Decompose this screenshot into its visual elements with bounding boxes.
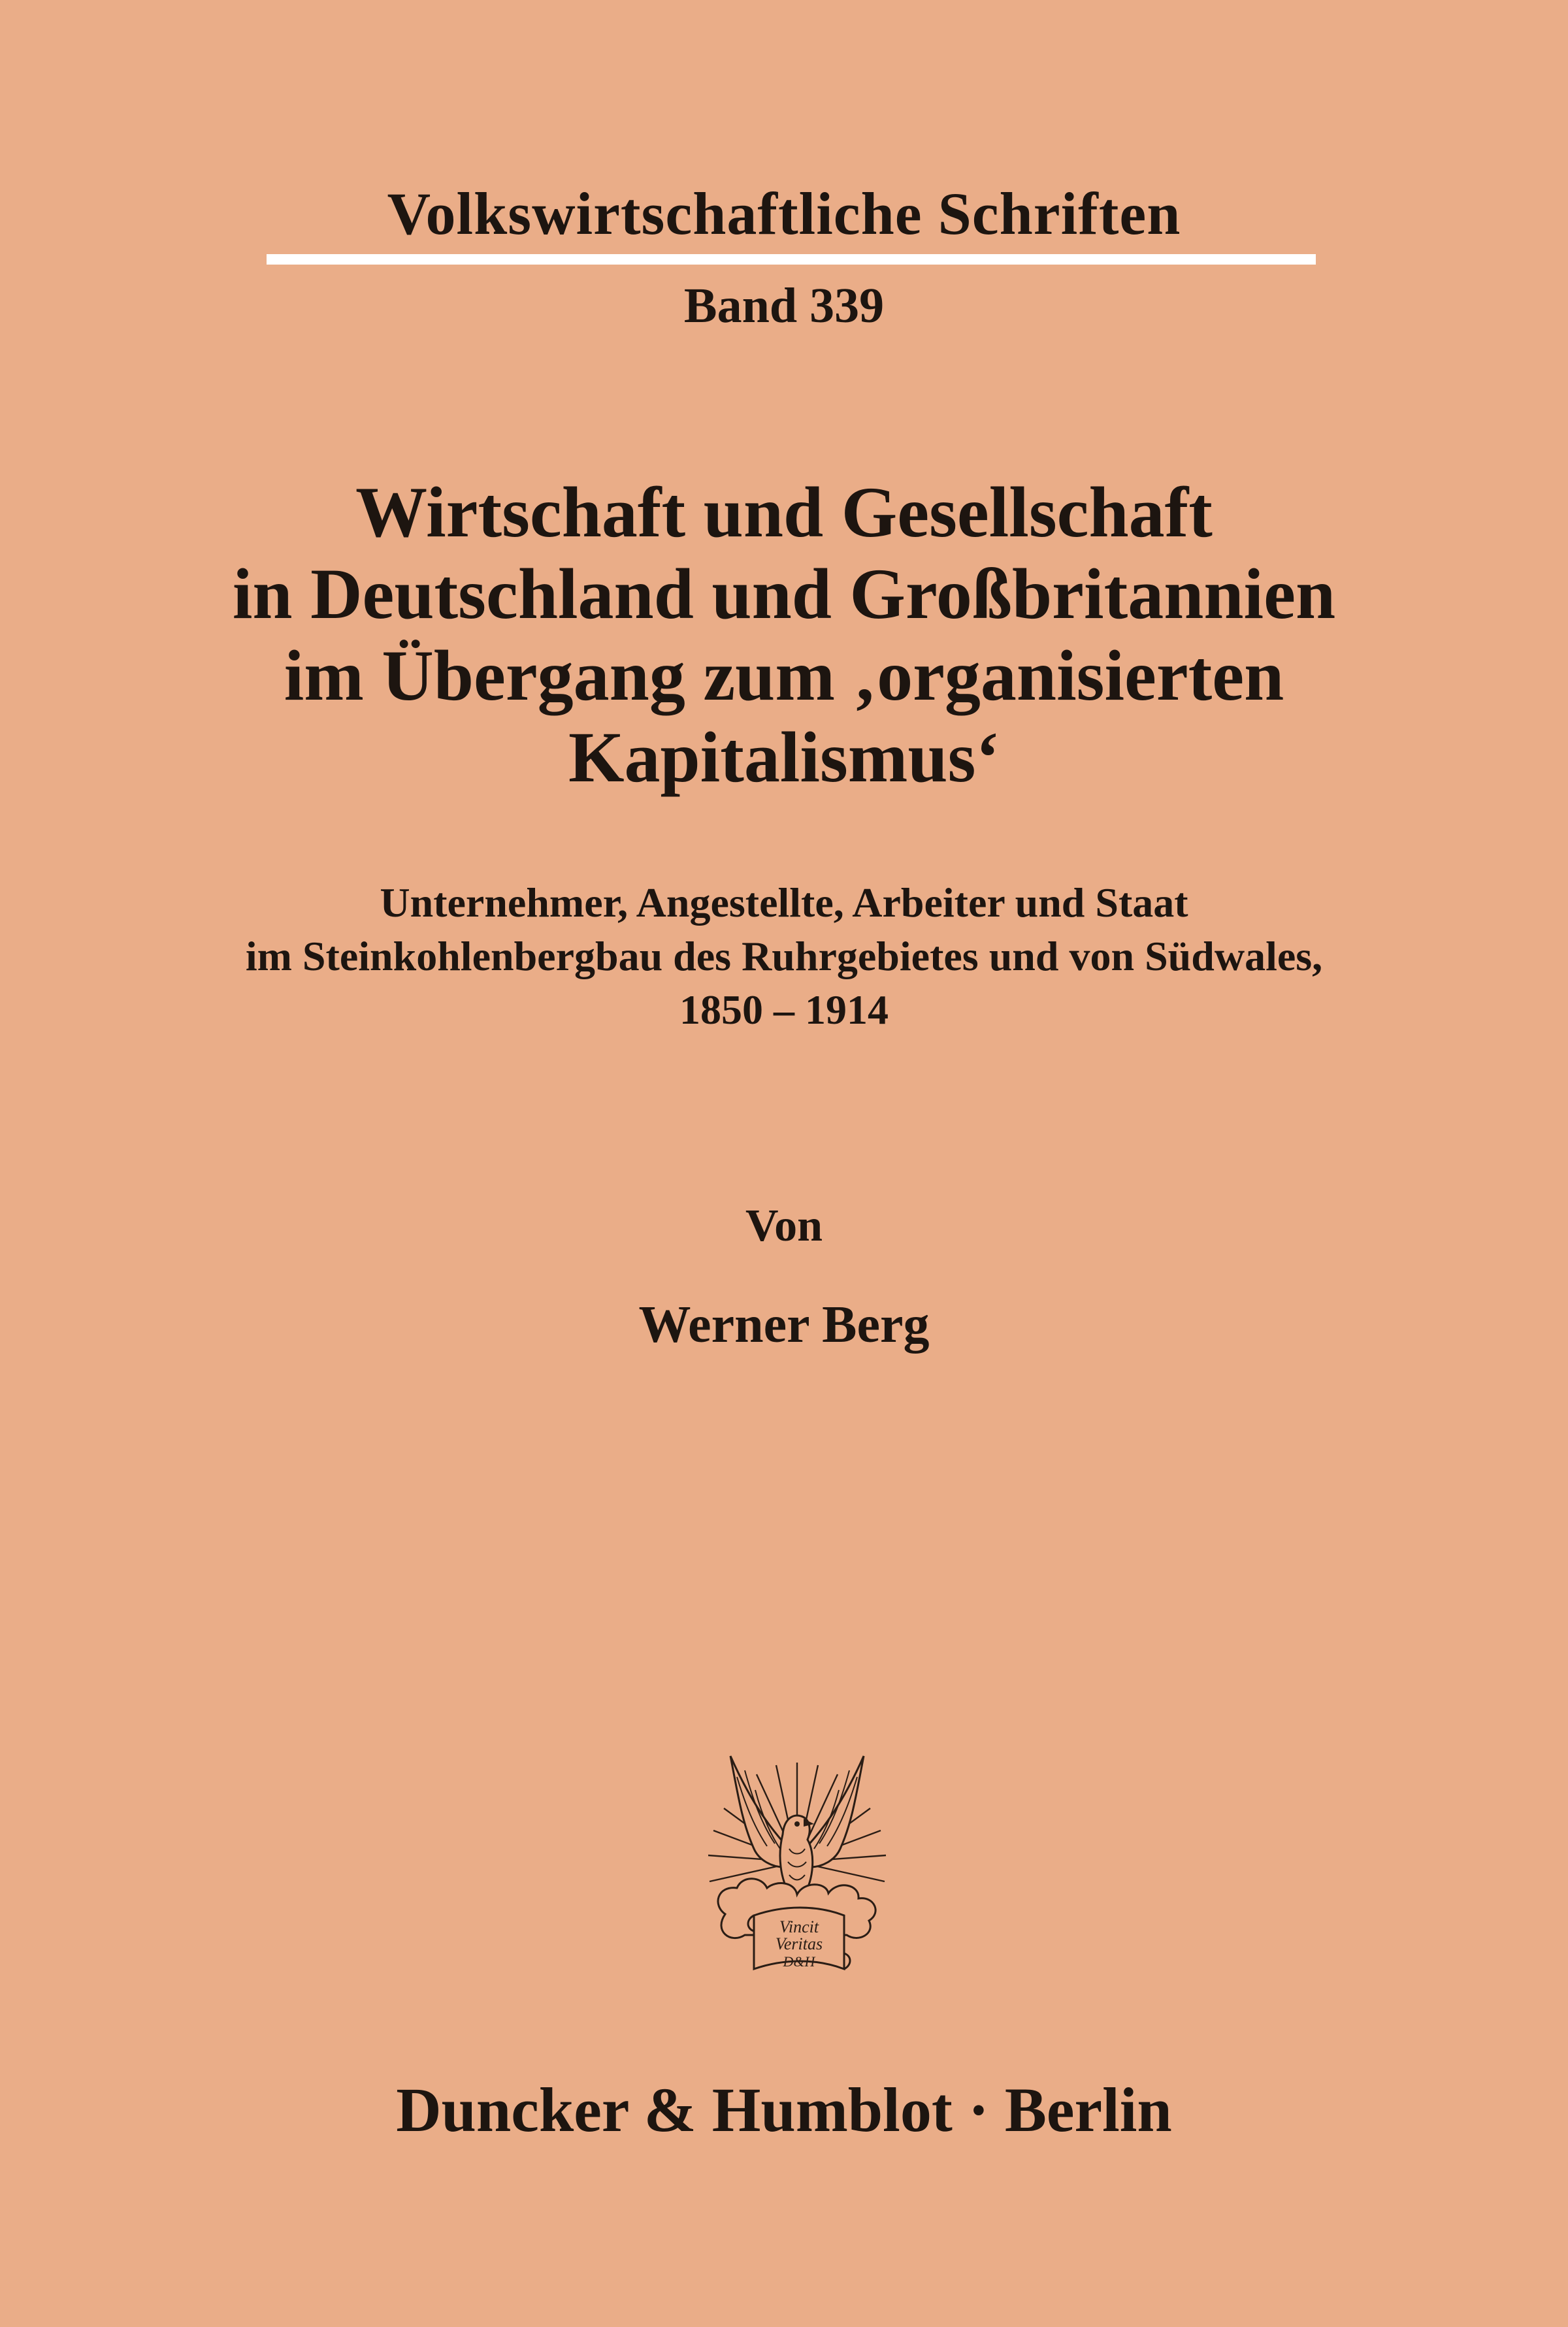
book-title-line-2: in Deutschland und Großbritannien (232, 554, 1336, 634)
emblem-motto-line-2: Veritas (775, 1934, 823, 1953)
subtitle-line-2: im Steinkohlenbergbau des Ruhrgebietes und von Südwales, (245, 933, 1323, 979)
volume-number: Band 339 (683, 278, 885, 333)
author-name: Werner Berg (638, 1296, 930, 1354)
subtitle-line-1: Unternehmer, Angestellte, Arbeiter und Staat (380, 879, 1188, 926)
by-label: Von (745, 1201, 823, 1251)
series-title: Volkswirtschaftliche Schriften (387, 180, 1181, 247)
book-title-line-3: im Übergang zum ‚organisierten (284, 636, 1284, 715)
emblem-motto-line-1: Vincit (779, 1917, 819, 1936)
publisher-imprint: Duncker & Humblot · Berlin (396, 2075, 1172, 2145)
book-title-line-1: Wirtschaft und Gesellschaft (355, 472, 1213, 552)
emblem-monogram: D&H (783, 1953, 815, 1970)
eagle-emblem-icon (699, 1751, 895, 1999)
book-title-line-4: Kapitalismus‘ (568, 717, 1000, 797)
series-divider (267, 254, 1316, 265)
subtitle-line-3: 1850 – 1914 (679, 986, 889, 1033)
